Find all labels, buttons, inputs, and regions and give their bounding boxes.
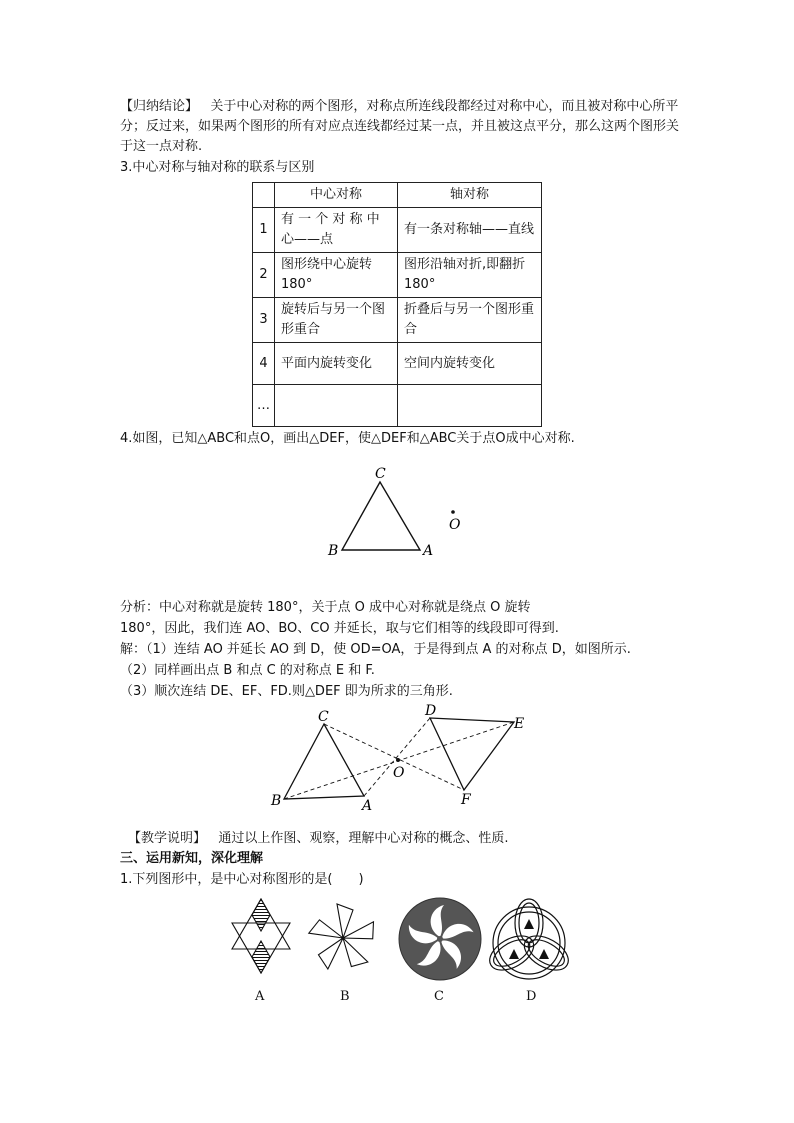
table-cell-axis bbox=[398, 385, 542, 427]
summary-text: 关于中心对称的两个图形，对称点所连线段都经过对称中心，而且被对称中心所平分；反过来，如果两个图形的所有对应点连线都经过某一点，并且被这点平分，那么这两个图形关于这一点对称. bbox=[120, 99, 680, 154]
option-c-label: C bbox=[434, 989, 444, 1004]
option-a-figure bbox=[226, 893, 296, 988]
table-cell-idx: 2 bbox=[253, 253, 275, 298]
table-cell-center: 旋转后与另一个图形重合 bbox=[275, 298, 398, 343]
option-b-label: B bbox=[340, 989, 350, 1004]
point-o bbox=[451, 510, 455, 514]
pinwheel-blade bbox=[337, 904, 353, 938]
triangle-def bbox=[430, 718, 514, 790]
figure-triangle-abc bbox=[320, 460, 480, 565]
label-o: O bbox=[393, 765, 405, 781]
label-b: B bbox=[328, 543, 339, 559]
table-cell-center bbox=[275, 385, 398, 427]
option-d-figure bbox=[488, 893, 570, 983]
figure-symmetric-triangles bbox=[262, 704, 542, 816]
hatched-rhombus-bottom bbox=[252, 941, 270, 973]
solution-step-2: （2）同样画出点 B 和点 C 的对称点 E 和 F. bbox=[120, 663, 375, 678]
label-a: A bbox=[362, 798, 373, 814]
dashed-line-ad bbox=[364, 718, 430, 796]
option-b-figure bbox=[303, 898, 383, 978]
item4-title: 4.如图，已知△ABC和点O，画出△DEF，使△DEF和△ABC关于点O成中心对称. bbox=[120, 431, 575, 446]
summary-tag: 【归纳结论】 bbox=[120, 99, 199, 114]
teaching-note-tag: 【教学说明】 bbox=[128, 831, 207, 846]
triangle-abc bbox=[342, 482, 420, 550]
label-e: E bbox=[514, 716, 525, 732]
label-f: F bbox=[461, 792, 471, 808]
triangle-abc bbox=[284, 724, 364, 799]
table-cell-center: 平面内旋转变化 bbox=[275, 343, 398, 385]
label-b: B bbox=[271, 793, 282, 809]
teaching-note-text: 通过以上作图、观察，理解中心对称的概念、性质. bbox=[218, 831, 509, 846]
section3-title: 三、运用新知，深化理解 bbox=[120, 851, 264, 866]
analysis-line-1: 分析：中心对称就是旋转 180°，关于点 O 成中心对称就是绕点 O 旋转 bbox=[120, 600, 531, 615]
table-cell-idx: 3 bbox=[253, 298, 275, 343]
flower-center bbox=[437, 936, 443, 942]
table-cell-center: 图形绕中心旋转180° bbox=[275, 253, 398, 298]
solution-step-1: 解：（1）连结 AO 并延长 AO 到 D，使 OD=OA，于是得到点 A 的对称点 D，如图所示. bbox=[120, 642, 631, 657]
table-cell-center: 有 一 个 对 称 中心——点 bbox=[275, 208, 398, 253]
table-header-center: 中心对称 bbox=[275, 183, 398, 208]
table-header-blank bbox=[253, 183, 275, 208]
black-triangle bbox=[509, 949, 519, 959]
table-cell-axis: 折叠后与另一个图形重合 bbox=[398, 298, 542, 343]
solution-step-3: （3）顺次连结 DE、EF、FD.则△DEF 即为所求的三角形. bbox=[120, 684, 453, 699]
label-c: C bbox=[375, 466, 386, 482]
table-cell-axis: 空间内旋转变化 bbox=[398, 343, 542, 385]
table-cell-axis: 图形沿轴对折,即翻折 180° bbox=[398, 253, 542, 298]
analysis-line-2: 180°，因此，我们连 AO、BO、CO 并延长，取与它们相等的线段即可得到. bbox=[120, 621, 559, 636]
loop-left-inner bbox=[489, 934, 534, 971]
hatched-rhombus-top bbox=[252, 899, 270, 931]
table-header-axis: 轴对称 bbox=[398, 183, 542, 208]
black-triangle bbox=[524, 919, 534, 929]
label-a: A bbox=[423, 543, 434, 559]
item3-title: 3.中心对称与轴对称的联系与区别 bbox=[120, 160, 315, 175]
table-cell-idx: … bbox=[253, 385, 275, 427]
summary-paragraph bbox=[120, 97, 680, 157]
label-d: D bbox=[425, 704, 437, 719]
black-triangle bbox=[539, 949, 549, 959]
table-cell-idx: 1 bbox=[253, 208, 275, 253]
table-cell-axis: 有一条对称轴——直线 bbox=[398, 208, 542, 253]
option-c-figure bbox=[397, 896, 483, 982]
question1-text: 1.下列图形中，是中心对称图形的是( ) bbox=[120, 872, 364, 887]
label-o: O bbox=[449, 517, 461, 533]
option-a-label: A bbox=[255, 989, 265, 1004]
table-cell-idx: 4 bbox=[253, 343, 275, 385]
teaching-note bbox=[128, 829, 509, 849]
comparison-table bbox=[252, 182, 542, 427]
label-c: C bbox=[318, 709, 329, 725]
point-o bbox=[396, 758, 400, 762]
option-d-label: D bbox=[526, 989, 537, 1004]
